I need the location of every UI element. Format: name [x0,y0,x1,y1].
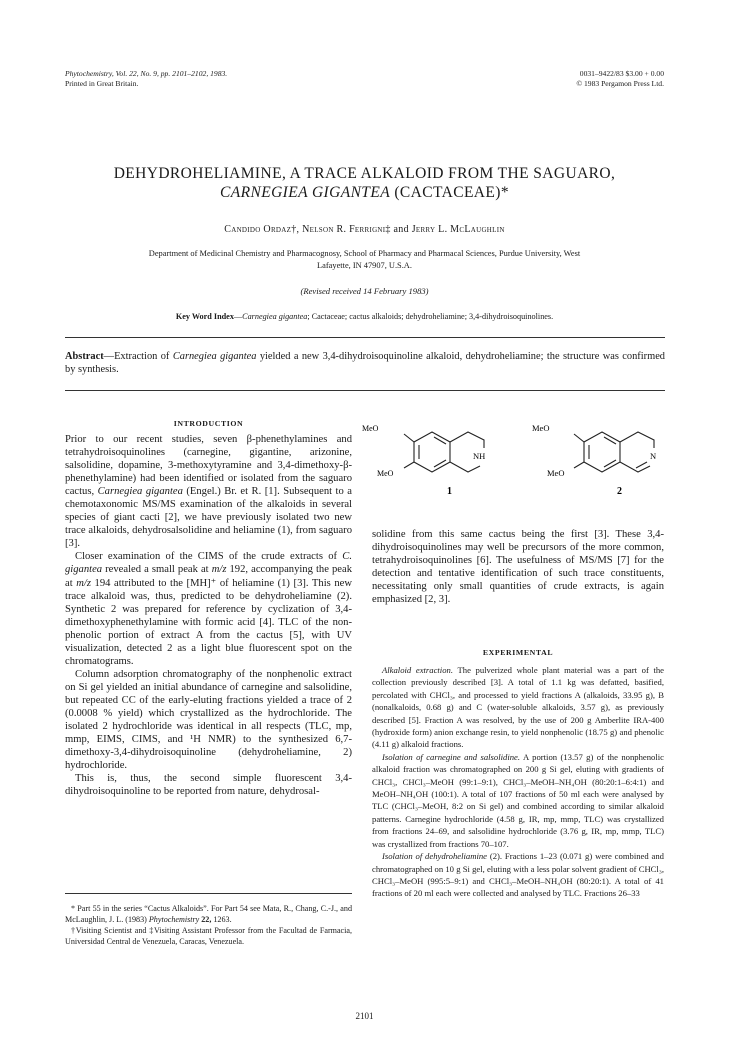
affiliation-line-1: Department of Medicinal Chemistry and Pharmacognosy, School of Pharmacy and Pharmacal Sciences, Purdue University, West [148,249,581,258]
experimental-heading: EXPERIMENTAL [482,648,554,657]
intro-p2-text-3: 192, accompanying the peak at [65,564,352,589]
intro-paragraph-1 [65,433,352,550]
title-line-2 [40,183,689,202]
author-1: Candido Ordaz† [224,224,297,235]
intro-continuation: solidine from this same cactus being the first [3]. These 3,4-dihydroisoquinolines may well be precursors of the more common, tetrahydroisoquinolines [6]. The usefulness of MS/MS [7] for the detection and tentative identification of such trace constituents, necessitating only small quantities of crude extracts, is again emphasized [2, 3]. [372,529,664,606]
structure-2-imine-double-bond [636,462,647,468]
abstract-text: yielded a new 3,4-dihydroisoquinoline alkaloid, dehydroheliamine; the structure was confirmed by synthesis. [65,351,666,375]
keywords-label: Key Word Index [175,312,234,321]
chemical-structures [362,410,672,510]
issn-price: 0031–9422/83 $3.00 + 0.00 [579,69,664,78]
footnotes [65,903,352,947]
footnote-1-pages: 1263. [211,915,232,925]
footnote-1 [65,903,352,925]
structure-2-label: 2 [617,486,622,497]
structure-1-meo-bottom: MeO [377,469,394,478]
intro-p2-text-4: 194 attributed to the [MH]⁺ of heliamine (1) [3]. This new trace alkaloid was, thus, predicted to be dehydroheliamine (2). Synthetic 2 was prepared for reference by cyclization of 3,4-dimethoxyphenethylamine with formic acid [4]. TLC of the non-phenolic portion of extract A from the cactus [5], with UV visualization, detected 2 as a light blue fluorescent spot on the chromatograms. [65,577,352,667]
structure-2-double-bond [604,460,616,467]
experimental-paragraph-2 [372,751,664,850]
abstract-lead: —Extraction of [103,351,173,362]
footnote-1-journal: Phytochemistry [148,915,200,925]
exp-p3-num: (2). [487,851,503,862]
footnote-1-text: * Part 55 in the series “Cactus Alkaloids”. For Part 54 see Mata, R., Chang, C.-J., and McLaughlin, J. L. (1983) [65,904,352,925]
intro-p2-text-2: revealed a small peak at [102,564,212,576]
title-family: (CACTACEAE)* [390,184,509,201]
structure-1-heliamine [404,432,484,472]
experimental-paragraph-3 [372,850,664,900]
intro-p1-text: Prior to our recent studies, seven β-phenethylamines and tetrahydroisoquinolines (carnegine, gigantine, arizonine, salsolidine, dopamine, 3-methoxytyramine and 3,4-dimethoxy-β-phenethylamine) had been identified or isolated from the saguaro cactus, [65,434,352,498]
abstract-rule-top [65,337,665,338]
journal-citation: Phytochemistry, Vol. 22, No. 9, pp. 2101–2102, 1983. [65,69,228,78]
structure-1-label: 1 [447,486,452,497]
structure-1-ring-upper [450,432,484,448]
intro-paragraph-3: Column adsorption chromatography of the nonphenolic extract on Si gel yielded an initial abundance of carnegine and salsolidine, but repeated CC of the early-eluting fractions yielded a trace of 2 (0.0008 % yield) which crystallized as the hydrochloride. The isolated 2 hydrochloride was identical in all respects (TLC, mp, mmp, EIMS, CIMS, and ¹H NMR) to the synthesized 6,7-dimethoxy-3,4-dihydroisoquinoline (dehydroheliamine, 2) hydrochloride. [65,668,352,772]
intro-p2-species: C. gigantea [65,551,352,576]
structure-1-ring-lower [450,462,480,472]
introduction-body [65,433,352,798]
abstract-rule-bottom [65,390,665,391]
experimental-body [372,664,664,900]
affiliation [40,248,689,272]
exp-p3-label: Isolation of dehydroheliamine [382,851,488,862]
author-3: Jerry L. McLaughlin [411,224,505,235]
revised-text: (Revised received 14 February 1983) [300,286,429,296]
journal-header-left [65,69,325,89]
author-sep: , [296,224,303,235]
printed-in: Printed in Great Britain. [65,79,139,88]
structure-2-meo-bottom: MeO [547,468,565,478]
structure-1-ome-bond-top [404,434,414,442]
structure-1-meo-top: MeO [362,424,379,433]
structure-2-ome-bond-top [574,434,584,442]
journal-header-right [420,69,664,89]
abstract-species: Carnegiea gigantea [172,351,257,362]
structure-2-n: N [650,451,657,461]
article-title [40,164,689,202]
introduction-heading: INTRODUCTION [173,419,244,428]
structure-2-double-bond [604,437,616,444]
exp-p1-label: Alkaloid extraction. [382,665,453,675]
revised-date [40,286,689,296]
footnote-1-volume: 22, [199,915,212,925]
structure-2-ome-bond-bottom [574,462,584,468]
abstract [65,350,665,376]
intro-p1-text-2: (Engel.) Br. et R. [1]. Subsequent to a chemotaxonomic MS/MS examination of the alkaloids in several species of giant cacti [2], we have previously isolated two new trace alkaloids, dehydrosalsolidine and heliamine (1), from saguaro [3]. [65,486,352,550]
title-species: CARNEGIEA GIGANTEA [219,184,391,201]
experimental-paragraph-1 [372,664,664,751]
abstract-label: Abstract [65,351,104,362]
exp-p3-text: Fractions 1–23 (0.071 g) were combined and chromatographed on 10 g Si gel, eluting with a less polar solvent gradient of CHCl₃, CHCl₃–MeOH (995:5–9:1) and CHCl₃–MeOH–NH₄OH (80:20:1). A total of 41 fractions of 20 ml each were collected and analysed by TLC. Fractions 26–33 [372,851,664,899]
author-sep: and [390,224,412,235]
structure-2-meo-top: MeO [532,423,550,433]
keywords-dash: — [233,312,243,321]
footnote-rule [65,893,352,894]
intro-paragraph-2 [65,550,352,667]
intro-p2-text: Closer examination of the CIMS of the crude extracts of [75,551,343,563]
keywords-list: ; Cactaceae; cactus alkaloids; dehydroheliamine; 3,4-dihydroisoquinolines. [307,312,554,321]
structure-2-ring-upper [620,432,654,448]
structure-1-double-bond [434,460,446,467]
footnote-2: †Visiting Scientist and ‡Visiting Assistant Professor from the Facultad de Farmacia, Universidad Central de Venezuela, Caracas, Venezuela. [65,926,352,947]
keywords [40,312,689,321]
structure-1-nh: NH [473,451,486,461]
copyright: © 1983 Pergamon Press Ltd. [576,79,664,88]
exp-p2-label: Isolation of carnegine and salsolidine. [382,751,521,762]
structure-2-dehydroheliamine [574,432,657,472]
affiliation-line-2: Lafayette, IN 47907, U.S.A. [317,261,412,270]
intro-paragraph-4: This is, thus, the second simple fluorescent 3,4-dihydroisoquinoline to be reported from nature, dehydrosal- [65,773,352,798]
structure-2-ring-lower [620,462,650,472]
intro-p1-species: Carnegiea gigantea [97,486,183,498]
authors [40,224,689,235]
title-line-1: DEHYDROHELIAMINE, A TRACE ALKALOID FROM THE SAGUARO, [113,165,616,182]
structure-1-double-bond [434,437,446,444]
author-2: Nelson R. Ferrigni‡ [302,224,391,235]
intro-p2-mz: m/z [211,564,227,576]
intro-p2-mz-2: m/z [76,577,91,589]
exp-p1-text: The pulverized whole plant material was a part of the collection previously described [3]. A total of 1.1 kg was defatted, basified, percolated with CHCl₃, and processed to yield fractions A (alkaloids, 33.95 g), B (nonalkaloids, 0.68 g) and C (water-soluble alkaloids, 3.57 g), as previously described [5]. Fraction A was resolved, by the use of 200 g Amberlite IRA-400 (hydroxide form) anion exchange resin, to yield nonphenolic (18.75 g) and phenolic (4.11 g) alkaloid fractions. [372,665,664,750]
exp-p2-text: A portion (13.57 g) of the nonphenolic alkaloid fraction was chromatographed on 200 g Si gel, eluting with gradients of CHCl₃, CHCl₃–MeOH (99:1–9:1), CHCl₃–MeOH–NH₄OH (80:20:1–6:4:1) and MeOH–NH₄OH (100:1). A total of 107 fractions of 50 ml each were analysed by TLC (CHCl₃–MeOH, 8:2 on Si gel) and combined according to similar alkaloid patterns. Carnegine hydrochloride (4.58 g, IR, mp, mmp, TLC) was crystallized from fractions 24–69, and salsolidine hydrochloride (3.76 g, IR, mp, mmp, TLC) was crystallized from fractions 70–107. [372,751,664,849]
page-number: 2101 [355,1011,374,1021]
structure-1-ome-bond-bottom [404,462,414,468]
keywords-species: Carnegiea gigantea [242,312,308,321]
